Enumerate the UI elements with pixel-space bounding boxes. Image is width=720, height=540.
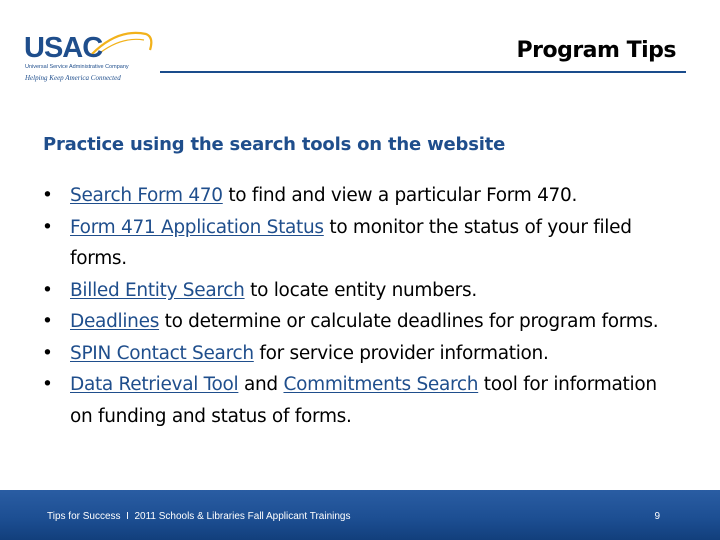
commitments-search-link[interactable]: Commitments Search — [283, 374, 479, 395]
list-item-text: tool for information on funding and status of forms. — [70, 374, 657, 427]
usac-logo — [22, 24, 162, 86]
bullet-icon: • — [42, 279, 53, 301]
list-item — [40, 338, 680, 370]
bullet-icon: • — [42, 374, 53, 395]
tips-list — [40, 180, 680, 432]
list-item-text: to determine or calculate deadlines for program forms. — [159, 311, 659, 332]
billed-entity-search-link[interactable]: Billed Entity Search — [70, 279, 245, 301]
list-item — [40, 275, 680, 307]
list-item-text: and — [238, 374, 284, 395]
form-471-application-status-link[interactable]: Form 471 Application Status — [70, 216, 324, 238]
bullet-icon: • — [42, 342, 53, 364]
logo-company-name: Universal Service Administrative Company — [25, 64, 129, 70]
search-form-470-link[interactable]: Search Form 470 — [70, 185, 223, 206]
footer-separator: I — [126, 511, 129, 522]
footer-label: Tips for Success — [47, 511, 121, 522]
list-item — [40, 369, 680, 432]
bullet-icon: • — [42, 185, 53, 206]
header-divider — [160, 71, 686, 73]
list-item-text: for service provider information. — [253, 342, 549, 364]
page-number: 9 — [654, 511, 660, 522]
deadlines-link[interactable]: Deadlines — [70, 311, 160, 332]
list-item — [40, 180, 680, 212]
list-item-text: to monitor the status of your filed forms. — [70, 216, 632, 269]
spin-contact-search-link[interactable]: SPIN Contact Search — [70, 342, 254, 364]
list-item — [40, 306, 680, 338]
logo-wordmark: USAC — [24, 32, 103, 64]
section-subtitle: Practice using the search tools on the website — [43, 134, 506, 155]
footer-event: 2011 Schools & Libraries Fall Applicant Trainings — [134, 511, 351, 522]
page-title: Program Tips — [516, 38, 676, 63]
list-item-text: to find and view a particular Form 470. — [222, 185, 578, 206]
data-retrieval-tool-link[interactable]: Data Retrieval Tool — [70, 374, 239, 395]
bullet-icon: • — [42, 311, 53, 332]
footer-bar — [0, 490, 720, 540]
bullet-icon: • — [42, 216, 53, 238]
logo-tagline: Helping Keep America Connected — [25, 74, 121, 82]
list-item — [40, 212, 680, 275]
footer-caption — [47, 511, 351, 522]
list-item-text: to locate entity numbers. — [244, 279, 477, 301]
